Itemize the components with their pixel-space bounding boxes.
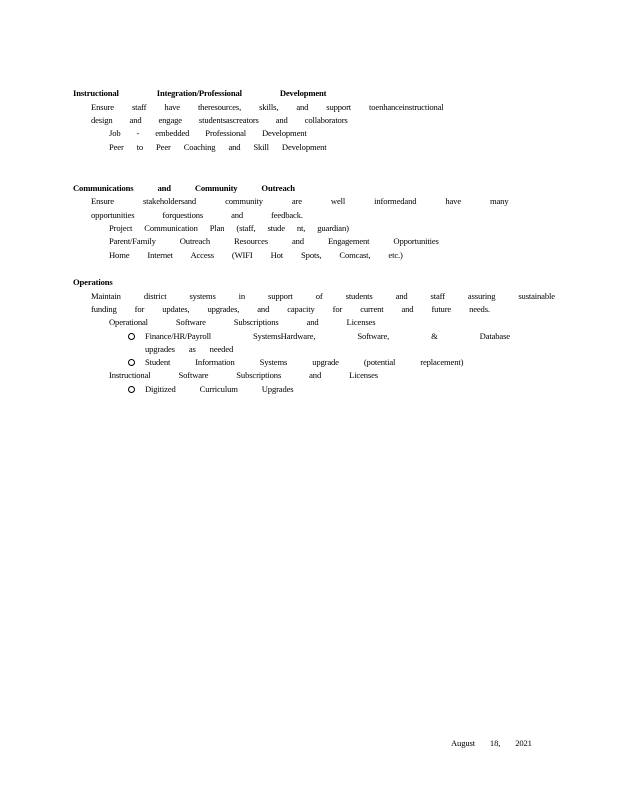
list-item: Parent/Family Outreach Resources and Engagement Opportunities (109, 236, 439, 246)
section-desc-line: Maintain district systems in support of students and staff assuring sustainable (91, 291, 555, 301)
section-desc-line: Ensure stakeholdersand community are well informedand have many (91, 196, 509, 206)
list-item: Project Communication Plan (staff, stude nt, guardian) (109, 223, 349, 233)
sub-list-item: Digitized Curriculum Upgrades (145, 384, 294, 394)
list-item: Operational Software Subscriptions and Licenses (109, 317, 376, 327)
sub-list-item: Finance/HR/Payroll SystemsHardware, Software, & Database (145, 331, 510, 341)
circle-bullet-icon (128, 333, 135, 340)
section-desc-line: funding for updates, upgrades, and capacity for current and future needs. (91, 304, 490, 314)
sub-list-item: Student Information Systems upgrade (potential replacement) (145, 357, 464, 367)
list-item: Home Internet Access (WIFI Hot Spots, Comcast, etc.) (109, 250, 403, 260)
section-heading-instructional: Instructional Integration/Professional Development (73, 88, 327, 98)
circle-bullet-icon (128, 359, 135, 366)
list-item: Instructional Software Subscriptions and Licenses (109, 370, 378, 380)
list-item: Job - embedded Professional Development (109, 128, 307, 138)
section-heading-communications: Communications and Community Outreach (73, 183, 295, 193)
section-heading-operations: Operations (73, 277, 113, 287)
footer-date: August 18, 2021 (451, 738, 532, 748)
section-desc-line: design and engage studentsascreators and collaborators (91, 115, 348, 125)
list-item: Peer to Peer Coaching and Skill Development (109, 142, 327, 152)
circle-bullet-icon (128, 386, 135, 393)
sub-list-item-continued: upgrades as needed (145, 344, 234, 354)
section-desc-line: opportunities forquestions and feedback. (91, 210, 303, 220)
section-desc-line: Ensure staff have theresources, skills, and support toenhanceinstructional (91, 102, 444, 112)
